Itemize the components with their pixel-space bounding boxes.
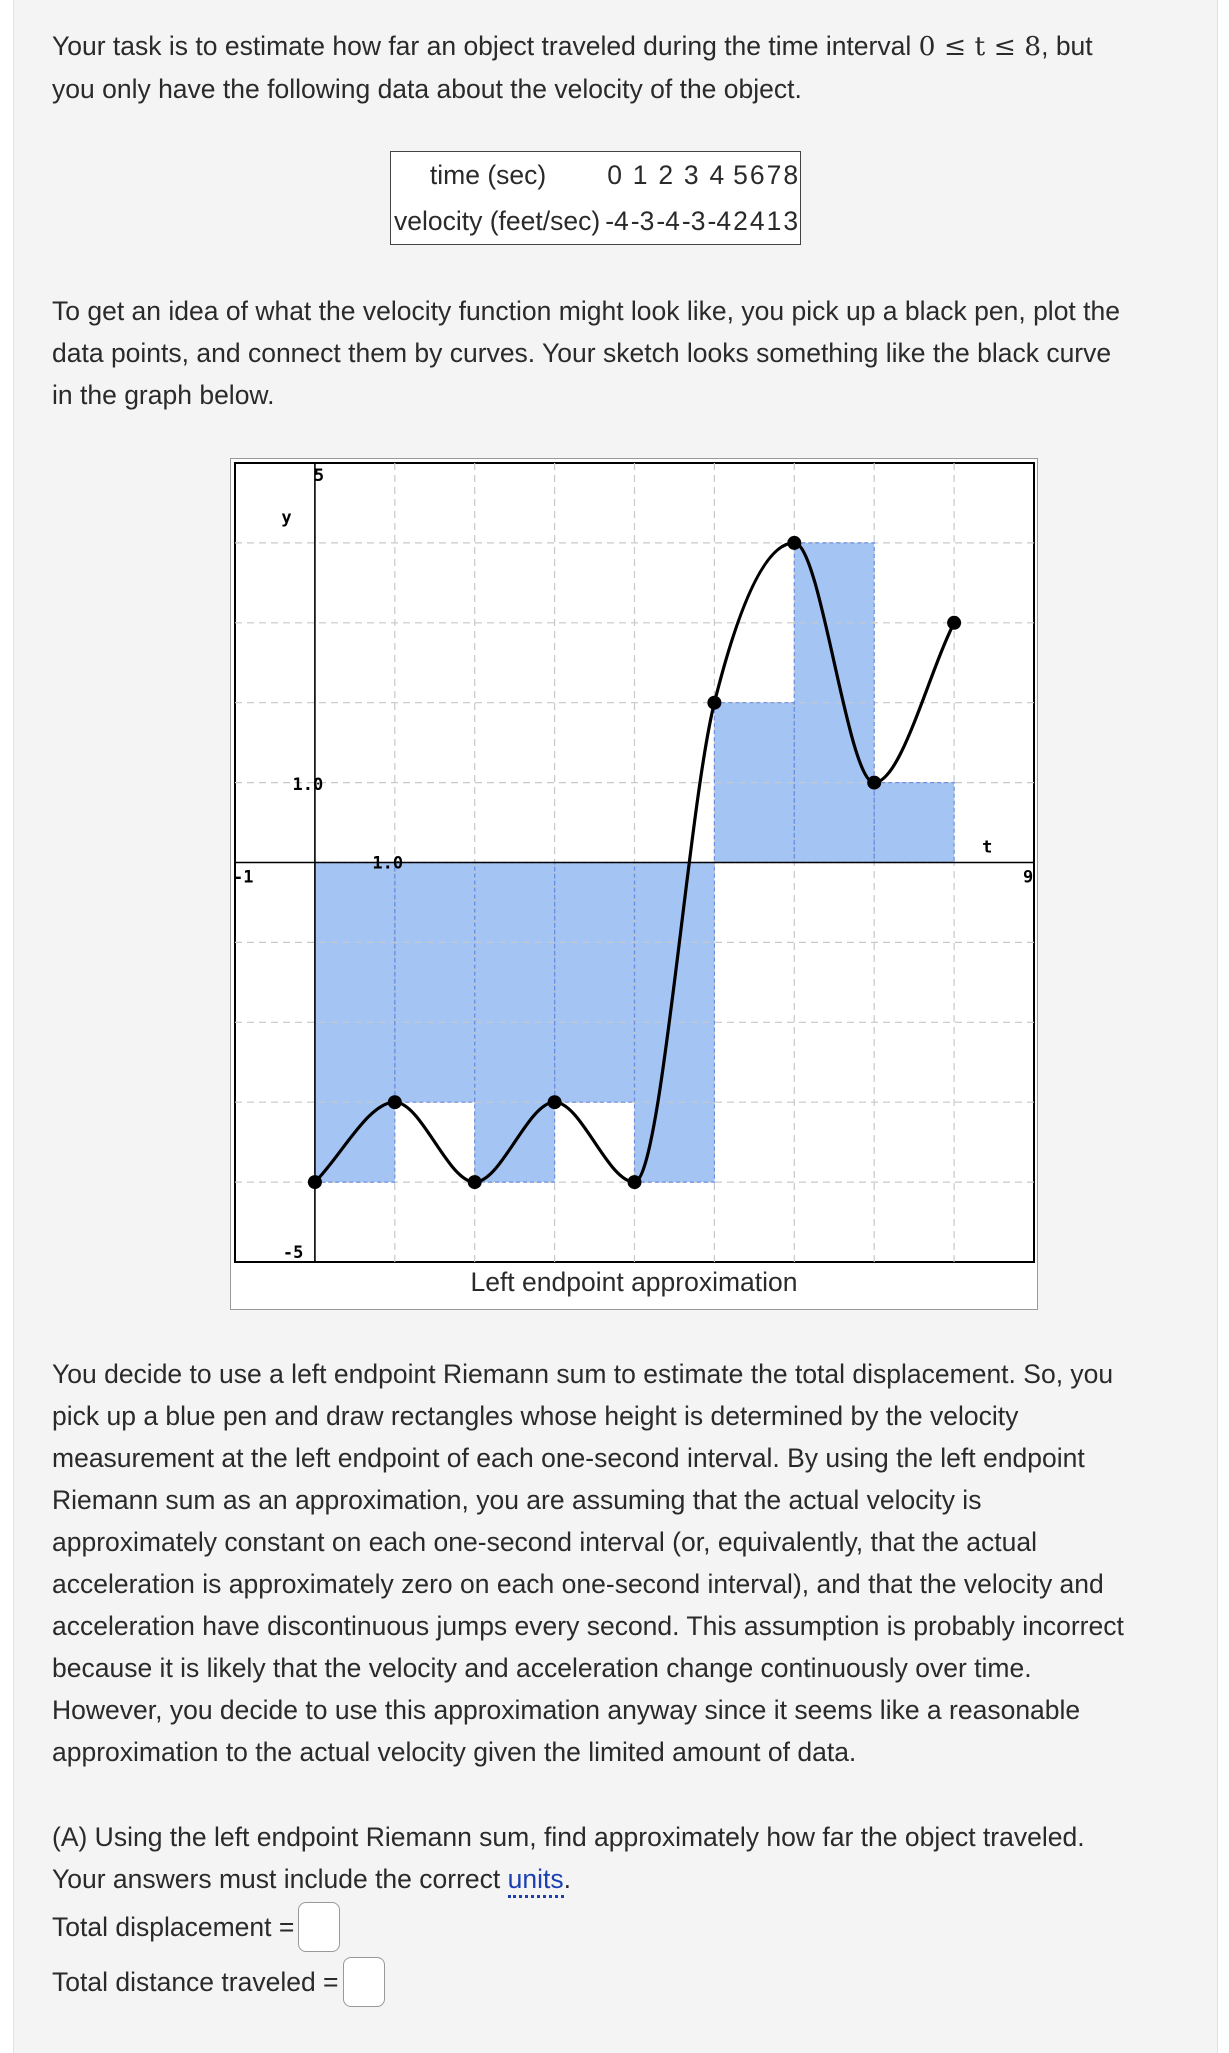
time-cell: 1	[632, 159, 648, 190]
riemann-line: You decide to use a left endpoint Riemann sum to estimate the total displacement. So, you	[52, 1359, 1114, 1389]
riemann-line: approximation to the actual velocity given the limited amount of data.	[52, 1737, 857, 1767]
x-unit-tick-label: 1.0	[372, 853, 404, 874]
x-max-tick-label: 9	[1023, 867, 1034, 888]
sketch-line: To get an idea of what the velocity function might look like, you pick up a black pen, plot the	[52, 296, 1120, 326]
graph-container	[230, 458, 1038, 1310]
sketch-line: data points, and connect them by curves. Your sketch looks something like the black curve	[52, 338, 1112, 368]
question-a-line-1: (A) Using the left endpoint Riemann sum, find approximately how far the object traveled.	[52, 1822, 1085, 1852]
data-point	[628, 1175, 642, 1189]
data-point	[308, 1175, 322, 1189]
riemann-line: measurement at the left endpoint of each one-second interval. By using the left endpoint	[52, 1443, 1085, 1473]
velocity-cell: 4	[749, 205, 765, 236]
velocity-cell: -3	[681, 205, 706, 236]
data-point	[947, 616, 961, 630]
riemann-line: Riemann sum as an approximation, you are assuming that the actual velocity is	[52, 1485, 982, 1515]
riemann-paragraph	[52, 1353, 1212, 1773]
displacement-label: Total displacement =	[52, 1911, 295, 1942]
y-min-tick-label: -5	[282, 1243, 304, 1263]
distance-row	[52, 1957, 385, 2007]
question-a-line-2: Your answers must include the correct units.	[52, 1858, 1212, 1900]
y-max-tick-label: 5	[313, 466, 325, 486]
time-cell: 0	[607, 159, 622, 190]
riemann-rectangle	[395, 863, 475, 1103]
velocity-cell: 3	[783, 205, 799, 236]
velocity-cell: -4	[656, 205, 680, 236]
time-cell: 3	[683, 159, 699, 190]
question-a	[52, 1816, 1212, 1900]
intro-line-2: you only have the following data about the velocity of the object.	[52, 74, 802, 104]
distance-input[interactable]	[343, 1957, 385, 2007]
distance-label: Total distance traveled =	[52, 1966, 339, 1997]
displacement-input[interactable]	[298, 1902, 340, 1952]
graph-caption: Left endpoint approximation	[470, 1267, 798, 1297]
time-row	[391, 152, 801, 199]
velocity-cell: -3	[630, 205, 655, 236]
time-cell: 4	[709, 159, 725, 190]
displacement-row	[52, 1902, 340, 1952]
interval-math: 0 ≤ t ≤ 8	[918, 31, 1042, 62]
velocity-table	[390, 151, 801, 245]
data-point	[787, 536, 801, 550]
sketch-line: in the graph below.	[52, 380, 275, 410]
velocity-cell: -4	[605, 205, 629, 236]
data-point	[867, 776, 881, 790]
data-point	[388, 1095, 402, 1109]
intro-paragraph	[52, 25, 1212, 110]
velocity-cell: 2	[733, 205, 748, 236]
riemann-line: However, you decide to use this approximation anyway since it seems like a reasonable	[52, 1695, 1081, 1725]
riemann-line: pick up a blue pen and draw rectangles whose height is determined by the velocity	[52, 1401, 1019, 1431]
time-cell: 2	[658, 159, 674, 190]
riemann-line: because it is likely that the velocity and acceleration change continuously over time.	[52, 1653, 1032, 1683]
velocity-cell: -4	[707, 205, 732, 236]
velocity-cell: 1	[766, 205, 782, 236]
riemann-rectangle	[874, 783, 954, 863]
riemann-chart	[232, 460, 1037, 1265]
data-point	[548, 1095, 562, 1109]
time-cell: 7	[766, 159, 782, 190]
time-cell: 5	[733, 159, 748, 190]
intro-line-1: Your task is to estimate how far an object traveled during the time interval 0 ≤ t ≤ 8, but	[52, 31, 1093, 62]
riemann-line: acceleration is approximately zero on each one-second interval), and that the velocity and	[52, 1569, 1104, 1599]
problem-panel	[13, 0, 1218, 2053]
y-axis-label: y	[281, 507, 292, 528]
riemann-line: approximately constant on each one-second interval (or, equivalently, that the actual	[52, 1527, 1038, 1557]
x-axis-label: t	[982, 837, 993, 858]
sketch-paragraph	[52, 290, 1212, 416]
data-point	[707, 696, 721, 710]
velocity-label: velocity (feet/sec)	[394, 205, 601, 236]
y-unit-tick-label: 1.0	[292, 775, 324, 796]
time-cell: 8	[783, 159, 799, 190]
x-min-tick-label: -1	[233, 867, 254, 888]
time-label: time (sec)	[429, 159, 547, 190]
riemann-rectangle	[555, 863, 635, 1103]
time-cell: 6	[749, 159, 765, 190]
units-link[interactable]: units	[508, 1864, 564, 1898]
data-point	[468, 1175, 482, 1189]
riemann-line: acceleration have discontinuous jumps every second. This assumption is probably incorrect	[52, 1611, 1124, 1641]
velocity-row	[391, 198, 801, 245]
